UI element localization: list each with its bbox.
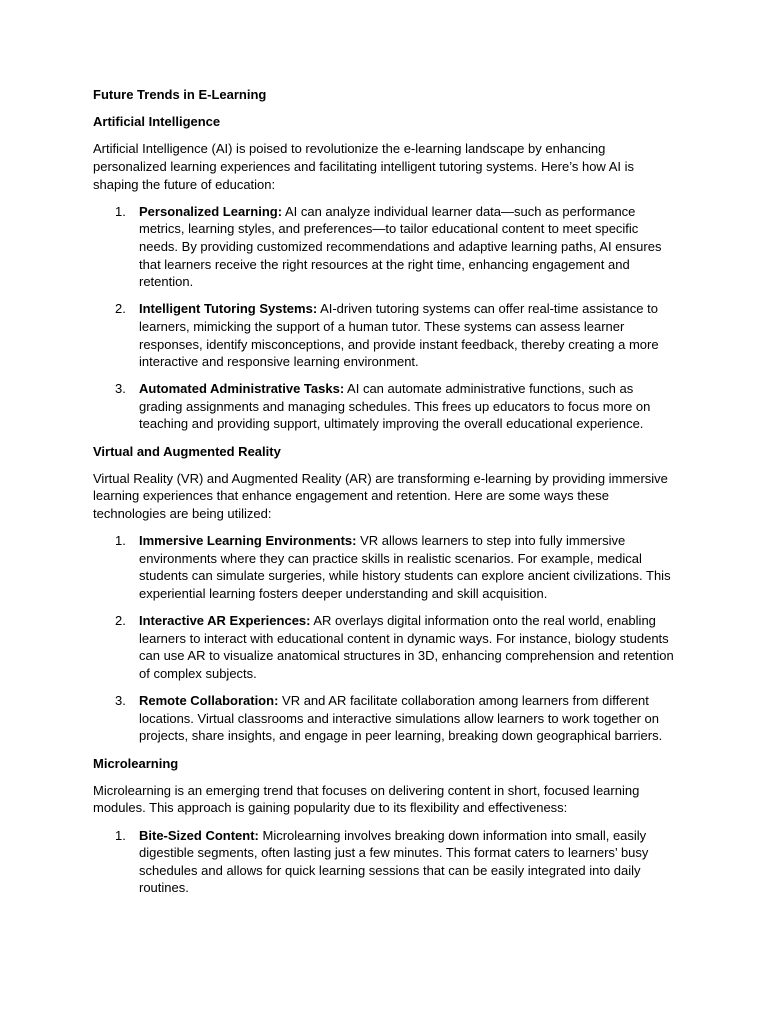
list-number: 1. — [115, 533, 126, 549]
list-item-term: Personalized Learning: — [139, 203, 283, 219]
list-number: 1. — [115, 827, 126, 843]
section-intro-vr-ar: Virtual Reality (VR) and Augmented Reality (AR) are transforming e-learning by providing immersive learning experiences that enhance engagement and retention. Here are some ways these technologies are being utilized: — [93, 470, 668, 522]
section-heading-ai: Artificial Intelligence — [93, 114, 221, 130]
list-item-term: Immersive Learning Environments: — [139, 533, 357, 549]
list-number: 3. — [115, 381, 126, 397]
list-item-term: Automated Administrative Tasks: — [139, 381, 345, 397]
list-item-text: VR and AR facilitate collaboration among learners from different locations. Virtual classrooms and interactive simulations allow learners to work together on projects, share insights, and engage in peer learning, breaking down geographical barriers. — [139, 693, 663, 744]
list-item-term: Remote Collaboration: — [139, 693, 279, 709]
list-number: 2. — [115, 613, 126, 629]
section-intro-microlearning: Microlearning is an emerging trend that focuses on delivering content in short, focused learning modules. This approach is gaining popularity due to its flexibility and effectiveness: — [93, 782, 640, 816]
list-item — [93, 612, 678, 682]
list-item-text: AI can analyze individual learner data—such as performance metrics, learning styles, and preferences—to tailor educational content to meet specific needs. By providing customized recommendations and adaptive learning paths, AI ensures that learners receive the right resources at the right time, enhancing engagement and retention. — [139, 203, 662, 290]
list-item-term: Bite-Sized Content: — [139, 827, 259, 843]
list-item — [93, 532, 678, 602]
document-title: Future Trends in E-Learning — [93, 87, 267, 102]
document-page — [93, 86, 678, 906]
list-item — [93, 827, 678, 897]
list-number: 1. — [115, 203, 126, 219]
ai-list — [93, 203, 678, 433]
list-item — [93, 300, 678, 370]
list-number: 3. — [115, 693, 126, 709]
vr-ar-list — [93, 532, 678, 745]
list-item-text: VR allows learners to step into fully immersive environments where they can practice skills in realistic scenarios. For example, medical students can simulate surgeries, while history students can explore ancient civilizations. This experiential learning fosters deeper understanding and skill acquisition. — [139, 533, 671, 601]
list-item — [93, 380, 678, 433]
list-number: 2. — [115, 301, 126, 317]
list-item-text: AI can automate administrative functions, such as grading assignments and managing schedules. This frees up educators to focus more on teaching and providing support, ultimately improving the overall educational experience. — [139, 381, 651, 432]
list-item-text: AI-driven tutoring systems can offer real-time assistance to learners, mimicking the support of a human tutor. These systems can assess learner responses, identify misconceptions, and provide instant feedback, thereby creating a more interactive and responsive learning environment. — [139, 301, 659, 370]
microlearning-list — [93, 827, 678, 897]
list-item-term: Interactive AR Experiences: — [139, 613, 311, 629]
section-heading-vr-ar: Virtual and Augmented Reality — [93, 443, 281, 459]
list-item-text: Microlearning involves breaking down information into small, easily digestible segments, often lasting just a few minutes. This format caters to learners’ busy schedules and allows for quick learning sessions that can be easily integrated into daily routines. — [139, 827, 649, 896]
list-item-term: Intelligent Tutoring Systems: — [139, 301, 318, 317]
list-item — [93, 692, 678, 745]
section-heading-microlearning: Microlearning — [93, 755, 179, 771]
section-intro-ai: Artificial Intelligence (AI) is poised to revolutionize the e-learning landscape by enhancing personalized learning experiences and facilitating intelligent tutoring systems. Here’s how AI is shaping the future of education: — [93, 141, 634, 192]
list-item-text: AR overlays digital information onto the real world, enabling learners to interact with educational content in dynamic ways. For instance, biology students can use AR to visualize anatomical structures in 3D, enhancing comprehension and retention of complex subjects. — [139, 613, 674, 681]
list-item — [93, 203, 678, 291]
